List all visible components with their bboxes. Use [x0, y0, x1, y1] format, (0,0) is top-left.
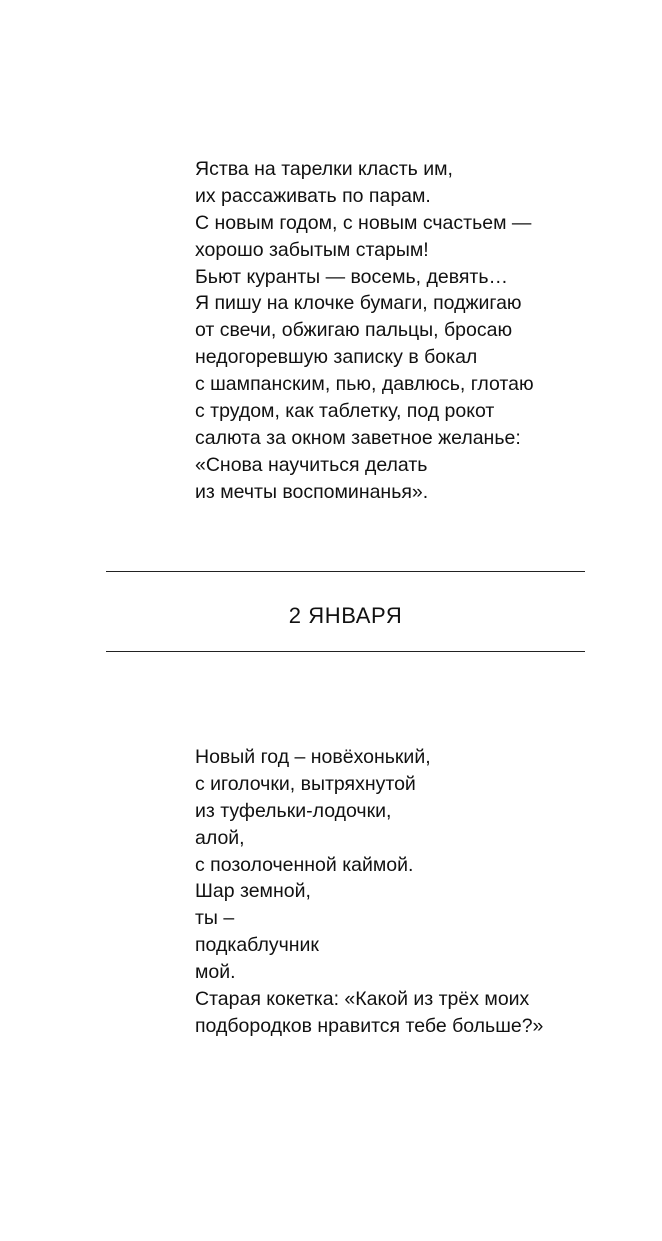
section-rule-top	[106, 571, 585, 572]
poem-line: недогоревшую записку в бокал	[195, 346, 478, 369]
poem-line: ты –	[195, 907, 235, 930]
section-title: 2 ЯНВАРЯ	[288, 603, 403, 628]
poem-line: Старая кокетка: «Какой из трёх моих	[195, 988, 530, 1011]
poem-bottom	[195, 744, 543, 1040]
poem-line: Шар земной,	[195, 880, 311, 903]
poem-line: от свечи, обжигаю пальцы, бросаю	[195, 319, 513, 342]
poem-line: с иголочки, вытряхнутой	[195, 772, 416, 795]
poem-line: «Снова научиться делать	[195, 453, 428, 476]
poem-line: Яства на тарелки класть им,	[195, 158, 453, 180]
poem-line: Бьют куранты — восемь, девять…	[195, 265, 509, 288]
poem-top	[195, 156, 534, 506]
poem-line: с позолоченной каймой.	[195, 853, 414, 876]
poem-line: Новый год – новёхонький,	[195, 746, 431, 768]
poem-line: подкаблучник	[195, 934, 319, 957]
poem-line: С новым годом, с новым счастьем —	[195, 211, 532, 234]
section-rule-bottom	[106, 651, 585, 652]
poem-line: Я пишу на клочке бумаги, поджигаю	[195, 292, 522, 315]
poem-line: салюта за окном заветное желанье:	[195, 426, 521, 449]
poem-line: из туфельки-лодочки,	[195, 799, 392, 822]
poem-line: из мечты воспоминанья».	[195, 480, 429, 503]
poem-line: хорошо забытым старым!	[195, 238, 429, 261]
poem-line: подбородков нравится тебе больше?»	[195, 1014, 544, 1037]
poem-line: с шампанским, пью, давлюсь, глотаю	[195, 373, 534, 396]
poem-line: алой,	[195, 826, 245, 849]
poem-line: мой.	[195, 961, 236, 984]
poem-line: с трудом, как таблетку, под рокот	[195, 400, 495, 423]
poem-line: их рассаживать по парам.	[195, 184, 431, 207]
